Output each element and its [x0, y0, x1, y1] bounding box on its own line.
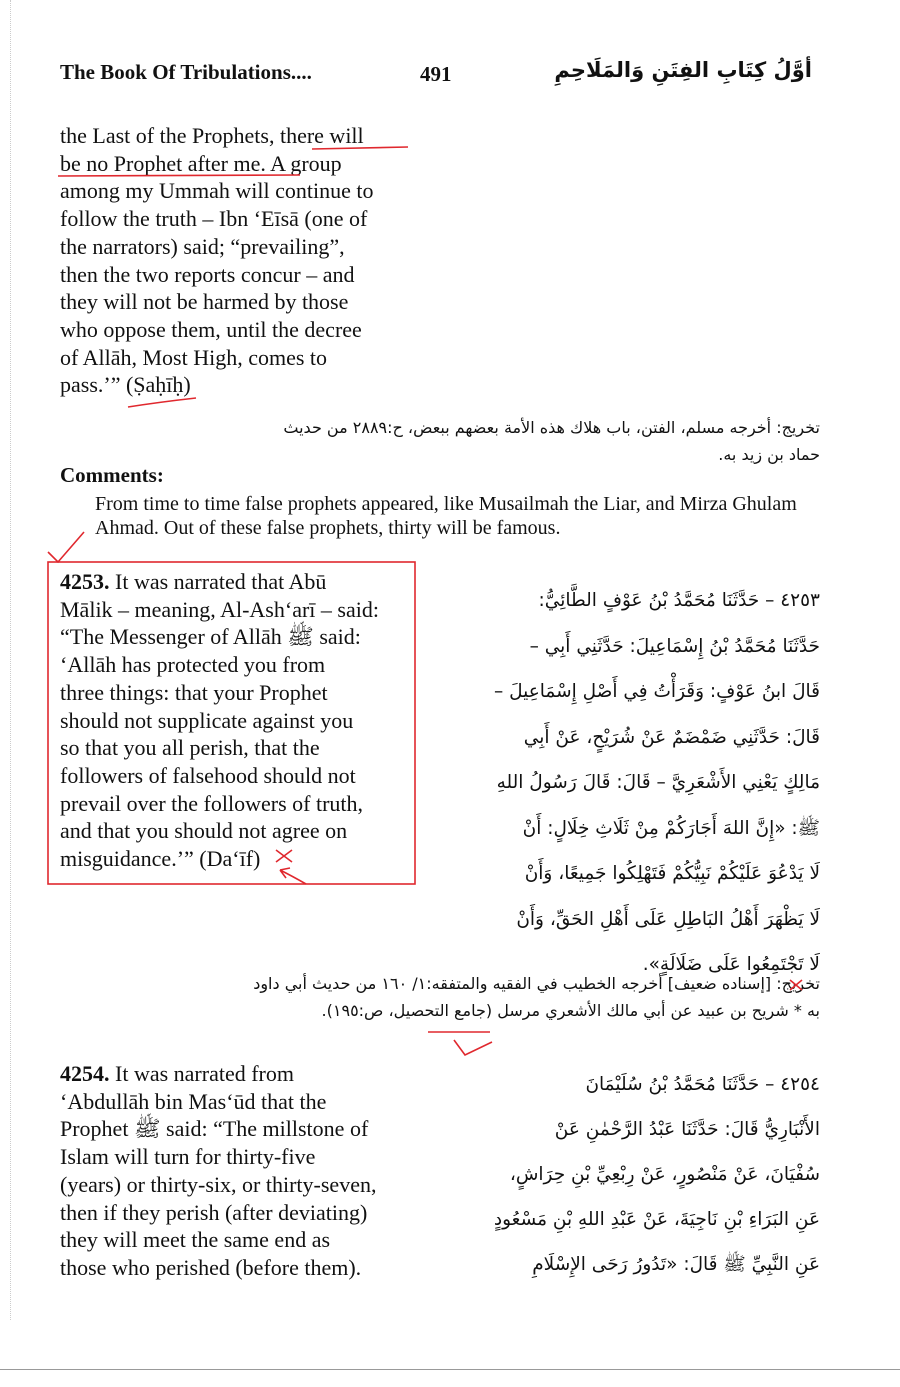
cross-mark-takhrij	[790, 980, 802, 990]
text-line: “The Messenger of Allāh ﷺ said:	[60, 624, 361, 650]
text-line: Mālik – meaning, Al-Ash‘arī – said:	[60, 596, 379, 622]
text-line: Islam will turn for thirty-five	[60, 1144, 316, 1170]
arabic-line: لَا يَدْعُوَ عَلَيْكُمْ نَبِيُّكُمْ فَتَهْلِكُوا جَمِيعًا، وَأَنْ	[524, 863, 820, 884]
text-line: It was narrated from	[109, 1061, 294, 1086]
comments-heading: Comments:	[60, 463, 164, 487]
underline-prophet-after-me	[58, 175, 300, 176]
arabic-line: ﷺ: «إِنَّ اللهَ أَجَارَكُمْ مِنْ ثَلَاثِ خِلَالٍ: أَنْ	[522, 817, 820, 839]
text-line: (years) or thirty-six, or thirty-seven,	[60, 1171, 377, 1197]
text-line: of Allāh, Most High, comes to	[60, 344, 328, 370]
page-bottom-rule	[0, 1369, 900, 1370]
text-line: they will meet the same end as	[60, 1227, 331, 1253]
hadith-number: 4254.	[60, 1061, 110, 1086]
text-line: ‘Allāh has protected you from	[60, 652, 326, 678]
checkmark-mursal	[454, 1040, 492, 1055]
text-line: three things: that your Prophet	[60, 679, 328, 705]
hadith-number: 4253.	[60, 569, 110, 594]
checkmark	[48, 532, 84, 562]
text-line: those who perished (before them).	[60, 1254, 362, 1280]
text-line: then the two reports concur – and	[60, 261, 355, 287]
text-line: and that you should not agree on	[60, 818, 348, 844]
takhrij-line: تخريج: أخرجه مسلم، الفتن، باب هلاك هذه الأمة بعضهم ببعض، ح:٢٨٨٩ من حديث	[283, 418, 820, 437]
text-line: prevail over the followers of truth,	[60, 790, 364, 816]
page-number: 491	[420, 62, 452, 86]
running-head-english: The Book Of Tribulations....	[60, 60, 312, 84]
text-line: ‘Abdullāh bin Mas‘ūd that the	[60, 1088, 327, 1114]
comments-body: From time to time false prophets appeared, like Musailmah the Liar, and Mirza Ghulam Ahmad. Out of these false prophets, thirty will be famous.	[95, 493, 797, 539]
arabic-line: لَا يَظْهَرَ أَهْلُ البَاطِلِ عَلَى أَهْلِ الحَقِّ، وَأَنْ	[516, 908, 820, 930]
arabic-line: حَدَّثَنَا مُحَمَّدُ بْنُ إِسْمَاعِيلَ: حَدَّثَنِي أَبِي –	[529, 635, 820, 657]
text-line: follow the truth – Ibn ‘Eīsā (one of	[60, 206, 368, 232]
arabic-line: قَالَ: حَدَّثَنِي ضَمْضَمٌ عَنْ شُرَيْحٍ، عَنْ أَبِي	[523, 726, 820, 748]
text-line: so that you all perish, that the	[60, 735, 320, 761]
takhrij-line: تخريج: [إسناده ضعيف] أخرجه الخطيب في الفقيه والمتفقه:١/ ١٦٠ من حديث أبي داود	[253, 974, 820, 993]
running-head-arabic: أوَّلُ كِتَابِ الفِتَنِ وَالمَلَاحِمِ	[554, 58, 812, 82]
arabic-line: عَنِ البَرَاءِ بْنِ نَاجِيَةَ، عَنْ عَبْدِ اللهِ بْنِ مَسْعُودٍ	[493, 1209, 820, 1230]
cross-mark	[276, 850, 292, 862]
text-line: the Last of the Prophets, there will	[60, 123, 364, 148]
text-line: the narrators) said; “prevailing”,	[60, 233, 345, 259]
arabic-line: قَالَ ابنُ عَوْفٍ: وَقَرَأْتُ فِي أَصْلِ إِسْمَاعِيلَ –	[494, 681, 820, 702]
text-line: followers of falsehood should not	[60, 762, 356, 788]
text-line: they will not be harmed by those	[60, 289, 349, 315]
text-line: then if they perish (after deviating)	[60, 1199, 368, 1225]
underline-sahih	[128, 398, 196, 407]
underline-there-will	[312, 147, 408, 149]
text-line: pass.’” (Ṣaḥīḥ)	[60, 372, 191, 398]
text-line: be no Prophet after me. A group	[60, 150, 342, 176]
arabic-line: عَنِ النَّبِيِّ ﷺ قَالَ: «تَدُورُ رَحَى الإِسْلَامِ	[532, 1254, 820, 1275]
takhrij-line: حماد بن زيد به.	[718, 445, 820, 464]
arabic-line: مَالِكٍ يَعْنِي الأَشْعَرِيَّ – قَالَ: قَالَ رَسُولُ اللهِ	[496, 772, 820, 793]
text-line: among my Ummah will continue to	[60, 178, 374, 204]
arabic-line: الأَنْبَارِيُّ قَالَ: حَدَّثَنَا عَبْدُ الرَّحْمٰنِ عَنْ	[554, 1119, 820, 1140]
arabic-line: لَا تَجْتَمِعُوا عَلَى ضَلَالَةٍ».	[642, 954, 820, 975]
hadith-4253-box	[48, 562, 415, 884]
text-line: It was narrated that Abū	[109, 569, 327, 594]
text-line: who oppose them, until the decree	[60, 316, 362, 342]
arabic-line: سُفْيَانَ، عَنْ مَنْصُورٍ، عَنْ رِبْعِيِّ بْنِ حِرَاشٍ،	[509, 1164, 820, 1185]
takhrij-line: به * شريح بن عبيد عن أبي مالك الأشعري مرسل (جامع التحصيل، ص:١٩٥).	[321, 1001, 820, 1020]
arabic-line: ٤٢٥٣ – حَدَّثَنَا مُحَمَّدُ بْنُ عَوْفٍ الطَّائِيُّ:	[538, 590, 820, 611]
text-line: should not supplicate against you	[60, 707, 354, 733]
text-line: misguidance.’” (Da‘īf)	[60, 846, 261, 872]
text-line: Prophet ﷺ said: “The millstone of	[60, 1116, 369, 1142]
arabic-line: ٤٢٥٤ – حَدَّثَنَا مُحَمَّدُ بْنُ سُلَيْمَانَ	[585, 1074, 820, 1095]
arrow-to-daif	[280, 868, 306, 884]
